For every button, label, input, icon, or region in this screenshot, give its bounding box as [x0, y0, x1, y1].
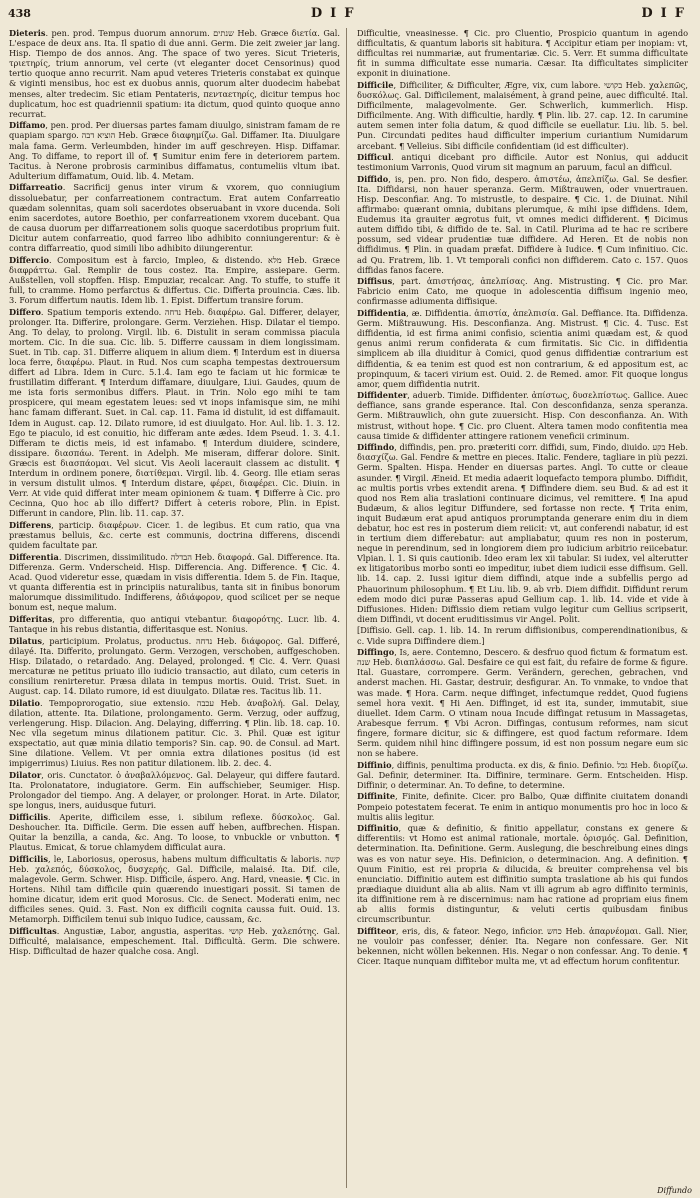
entry-headword: Dieteris	[9, 28, 46, 38]
entry-text: , Finite, definite. Cicer. pro Balbo, Quæ diffinite ciuitatem donandi Pompeio potestatem fecerat. Te enim in antiquo monumentis pro hoc in loco & multis aliis legitur.	[357, 791, 688, 822]
entry-text: , Is, aere. Contemno, Descero. & desfruo quod fictum & formatum est. שנה Heb. διαπλάσσω. Gal. Desfaire ce qui est fait, du refaire de forme & figure. Ital. Guastare, corrompere. Germ. Verändern, gerechen, gebrachen, vnd anderst machen. Hi. Gastar, destruir, desfigurar. An. To vnmake, to vndoe that was made. ¶ Hora. Carm. neque diffinget, infectumque reddet, Quod fugiens semel hora vexit. ¶ Hi Aen. Diffinget, id est ita, sunder, immutabit, siue diuellet. Idem Carm. O vtinam noua Incude diffingat retusum in Massagetas, Arabesque ferrum. ¶ Vbi Acron. Diffingas, contusum reformes, nam sicut fingere, formare dicitur, sic & diffingere, est quod factum reformare. Idem Serm. quidem nihil hinc diffingere possum, id est non possum negare eum sic non se habere.	[357, 647, 688, 759]
column-divider	[346, 28, 347, 1188]
dictionary-entry	[357, 791, 688, 821]
entry-headword: Difficilis	[9, 853, 48, 864]
dictionary-entry	[9, 698, 340, 769]
dictionary-entry	[9, 926, 340, 956]
entry-headword: Diffinitio	[357, 823, 399, 834]
dictionary-entry	[9, 182, 340, 253]
entry-headword: Differo	[9, 306, 41, 317]
dictionary-entry	[357, 823, 688, 924]
dictionary-entry	[9, 28, 340, 119]
entry-text: . Sacrificij genus inter virum & vxorem, quo conniugium dissoluebatur, per confarreationem contractum. Erat autem Confarreatio quædam solennitas, quam soli sacerdotes obseruabant in vxore ducenda. Soli enim sacerdotes, autore Boethio, per confarreationem vxorem ducebant. Qua de causa duorum per diffarreationem solis quoque sacerdotibus proprium fuit. Dicitur autem confarreatio, quod farreo libo adhibito conniungerentur: & è contra diffarreatio, quod simili libo adhibito diiungerentur.	[9, 182, 340, 253]
catchword: Diffundo	[657, 1186, 692, 1195]
running-header	[8, 6, 692, 26]
entry-text: . Spatium temporis extendo. נדחה Heb. διαφέρω. Gal. Differer, delayer, prolonger. Ita. Differire, prolongare. Germ. Verziehen. Hisp. Dilatar el tiempo. Ang. To delay, to prolong. Virgil. lib. 6. Distulit in seram commissa piacula mortem. Cic. In die sua. Cic. lib. 5. Differre caussam in diem longissimam. Suet. in Tib. cap. 31. Differre aliquem in alium diem. ¶ Interdum est in diuersa loca ferre, διαφέρω. Plaut. in Rud. Nos cum scapha tempestas dextrouersum differt ad Libra. Idem in Curc. 5.1.4. Iam ego te faciam ut hic formicæ te frustillatim differant. ¶ Interdum diffamare, diuulgare, Liui. Gaudes, quum de me ista foris sermonibus differs. Plaut. in Trin. Nolo ego mihi te tam prospicere, qui meam egestatem leues: sed vt inops infamisque sim, ne mihi hanc famam differant. Suet. in Cal. cap. 11. Fama id distulit, id est diffamauit. Idem in August. cap. 12. Dilato rumore, id est diuulgato. Hor. Aul. lib. 1. 3. 12. Ego te piaculo, id est conuitio, hic differam ante ædes. Idem Pseud. 1. 3. 4.1. Differam te dictis meis, id est infamabo. ¶ Interdum diuidere, scindere, dissipare. διασπάω. Terent. in Adelph. Me miseram, differar dolore. Sinit. Græcis est διασπάομαι. Vel sicut. Vis Aeoli lacerauit classem ac distulit. ¶ Interdum in ordinem ponere, διατίθεμαι. Virgil. lib. 4. Georg. Ille etiam seras in versum distulit ulmos. ¶ Interdum distare, φέρει, διαφέρει. Cic. Diuin. in Verr. At vide quid differat inter meam opinionem & tuam. ¶ Differre à Cic. pro Cecinna, Quo hoc ab illo differt? Differt à ceteris robore, Plin. in Epist. Differunt in candore, Plin. lib. 11. cap. 37.	[9, 306, 340, 519]
dictionary-entry	[9, 552, 340, 613]
dictionary-entry	[9, 636, 340, 697]
entry-text: , participium. Prolatus, productus. נדחה Heb. διάφορος. Gal. Differé, dilayé. Ita. Differito, prolungato. Germ. Verzogen, verschoben, auffgeschoben. Hisp. Dilatado, o retardado. Ang. Delayed, prolonged. ¶ Cic. 4. Verr. Quasi mercaturæ ne petitus priuato illo iudicio transactio, aut dilato, cum ceteris in consilium renirteretur. Præsa dilata in tempus mortis. Ouid. Trist. Suet. in August. cap. 14. Dilato rumore, id est diuulgato. Dilatæ res. Tacitus lib. 11.	[9, 635, 340, 696]
entry-headword: Diffiteor	[357, 925, 396, 936]
entry-text: . pen. prod. Tempus duorum annorum. שנתים Heb. Græce διετία. Gal. L'espace de deux ans. Ita. Il spatio di due anni. Germ. Die zeit zweier jar lang. Hisp. Tiempo de dos annos. Ang. The space of two yeres. Sicut Trieteris, τριετηρίς, trium annorum, vel certe (vt eleganter docet Censorinus) quod tertio quoque anno recurrit. Nam apud veteres Trieteris constabat ex quinque & viginti mensibus, hoc est ex duobus annis, quorum alter duodecim habebat menses, alter tredecim. Sic etiam Pentateris, πενταετηρίς, dicitur tempus hoc duplicatum, hoc est quadriennii spatium: ita dictum, quod quinto quoque anno recurrat.	[9, 28, 340, 119]
dictionary-entry	[9, 854, 340, 925]
entry-headword: Difficile	[357, 79, 394, 90]
dictionary-entry	[9, 812, 340, 852]
dictionary-entry	[357, 276, 688, 306]
dictionary-entry	[357, 174, 688, 275]
dictionary-entry	[357, 28, 688, 78]
entry-headword: Diffidentia	[357, 308, 407, 319]
dictionary-entry	[357, 442, 688, 624]
dictionary-entry	[357, 760, 688, 790]
entry-headword: Difficultas	[9, 925, 57, 936]
entry-text: , part. ἀπιστήσας, ἀπελπίσας. Ang. Mistrusting. ¶ Cic. pro Mar. Fabricio enim Cato, me quoque in adolescentia diffisum ingenio meo, confirmasse adiumenta diffisique.	[357, 276, 688, 307]
dictionary-entry	[357, 390, 688, 440]
entry-text: . Aperite, difficilem esse, i. sibilum reflexe. δύσκολος. Gal. Deshoucher. Ita. Difficile. Germ. Die essen auff heben, auffbrechen. Hispan. Quitar la benzilla, a canda, &c. Ang. To loose, to vnbuckle or vnbutton. ¶ Plautus. Emicat, & torue chlamydem difficulat aura.	[9, 811, 340, 852]
entry-headword: Differitas	[9, 613, 53, 624]
left-column	[9, 28, 340, 1188]
dictionary-entry	[357, 647, 688, 758]
entry-headword: Diffamo	[9, 120, 46, 131]
entry-text: , pro differentia, quo antiqui vtebantur. διαφορότης. Lucr. lib. 4. Tantaque in his rebus distantia, differitasque est. Nonius.	[9, 613, 340, 634]
entry-headword: Difficilis	[9, 811, 48, 822]
entry-headword: Diffidenter	[357, 390, 408, 401]
dictionary-entry	[9, 770, 340, 810]
dictionary-entry	[357, 308, 688, 389]
entry-text: . Compositum est à farcio, Impleo, & distendo. מלא Heb. Græce διαφράττω. Gal. Remplir de tous costez. Ita. Empire, assiepare. Germ. Außstellen, voll stopffen. Hisp. Empuziar, recalcar. Ang. To stuffe, to stuffe it full, to cramme. Homo perfarctus & differtus. Cic. Differta prouincia. Cæs. lib. 3. Forum differtum nautis. Idem lib. 1. Epist. Differtum transire forum.	[9, 254, 340, 305]
entry-text: [Diffisio. Gell. cap. 1. lib. 14. In rerum diffisionibus, comperendinationibus, & c. Vide supra Diffindere diem.]	[357, 625, 688, 646]
entry-text: . Tempoprorogatio, siue extensio. עכבה Heb. ἀναβολή. Gal. Delay, dilation, attente. Ita. Dilatione, prolongamento. Germ. Verzug, oder auffzug, verlengerung. Hisp. Dilacion. Ang. Delaying, differring. ¶ Plin. lib. 18. cap. 10. Nec vlla segetum minus dilationem patitur. Cic. 3. Phil. Quæ est igitur exspectatio, aut quæ minia dilatio temporis? Sin. cap. 90. de Consul. ad Mart. Sine dilatione. Vellem. Vt per omnia extra dilationes positus (id est impigerrimus) Liuius. Res non patitur dilationem. lib. 2. dec. 4.	[9, 697, 340, 769]
right-column	[357, 28, 688, 1188]
entry-text: , particip. διαφέρων. Cicer. 1. de legibus. Et cum ratio, qua vna præstamus belluis, &c. certe est communis, doctrina differens, discendi quidem facultate par.	[9, 520, 340, 551]
entry-text: , quæ & definitio, & finitio appellatur, constans ex genere & differentiis: vt Homo est animal rationale, mortale. ὁρισμός. Gal. Definition, determination. Ita. Definitione. Germ. Auslegung, die beschreibung eines dings was es von natur seye. His. Definicion, o determinacion. Ang. A definition. ¶ Quum Finitio, est rei propria & dilucida, & breuiter comprehensa vel bis enunciatio. Diffinitio autem est diffinitio sumpta traslatione ab his qui fundos prædiaque diuidunt alia ab aliis. Nam vt illi agrum ab agro diffinito terminis, ita diffinitione rem à re discernimus: nam hac ratione ad propriam eius finem ab aliis formis distinguntur, & veluti certis quibusdam finibus circumscribuntur.	[357, 823, 688, 925]
guide-word-right: DIF	[641, 6, 692, 21]
entry-headword: Dilatus	[9, 635, 42, 646]
entry-headword: Dilatio	[9, 697, 40, 708]
dictionary-entry	[357, 625, 688, 645]
entry-headword: Differentia	[9, 551, 59, 562]
entry-headword: Dilator	[9, 769, 42, 780]
dictionary-entry	[9, 120, 340, 181]
entry-text: , Difficiliter, & Difficulter, Ægre, vix, cum labore. בקושי Heb. χαλεπῶς, δυσκόλως. Gal. Difficilement, malaisément, à grand peine, auec difficulté. Ital. Difficilmente, malagevolmente. Ger. Schwerlich, kummerlich. Hisp. Difficilmente. Ang. With difficultie, hardly. ¶ Plin. lib. 27. cap. 12. In carumine autem semen inter folia datum, & quod difficile se euellatur. Liu. lib. 5. bel. Pun. Circundati pedites haud difficulter imperium curiantium Numidarum arcebant. ¶ Velleius. Sibi difficile confidentiam (id est difficulter).	[357, 79, 688, 151]
dictionary-entry	[9, 255, 340, 305]
entry-text: , pen. prod. Per diuersas partes famam diuulgo, sinistram famam de re quapiam spargo. הוציא דבה Heb. Græce διαφημίζω. Gal. Diffamer. Ita. Diuulgare mala fama. Germ. Verleumbden, hinder im auff geschreyen. Hisp. Diffamar. Ang. To diffame, to report ill of. ¶ Sumitur enim fere in deteriorem partem. Tacitus. à Nerone probrosis carminibus diffamatus, contumeliis vltum ibat. Adulterium diffamatum, Ouid. lib. 4. Metam.	[9, 120, 340, 181]
entry-text: . Discrimen, dissimilitudo. הבדלה Heb. διαφορά. Gal. Difference. Ita. Differenza. Germ. Vnderscheid. Hisp. Differencia. Ang. Difference. ¶ Cic. 4. Acad. Quod videretur esse, quædam in visis differentia. Idem 5. de Fin. Itaque, vt quanta differentia est in principiis naturalibus, tanta sit in finibus bonorum malorumque dissimilitudo. Indifferens, ἀδιάφορον, quod scilicet per se neque bonum est, neque malum.	[9, 551, 340, 613]
entry-text: . antiqui dicebant pro difficile. Autor est Nonius, qui adducit testimonium Varronis, Quod virum sit magnum an paruum, facul an difficul.	[357, 152, 688, 173]
entry-headword: Diffindo	[357, 442, 395, 453]
entry-text: , diffinis, penultima producta. ex dis, & finio. Definio. גבל Heb. διορίζω. Gal. Definir, determiner. Ita. Diffinire, terminare. Germ. Entscheiden. Hisp. Diffinir, o determinar. An. To define, to determine.	[357, 759, 688, 790]
entry-text: , is, pen. pro. Non fido, despero. ἀπιστέω, ἀπελπίζω. Gal. Se desfier. Ita. Diffidarsi, non hauer speranza. Germ. Mißtrauwen, oder vnuertrauen. Hisp. Desconfiar. Ang. To mistrustle, to despaire. ¶ Cic. 1. de Diuinat. Nihil affirmabo: quærant omnia, dubitans plerumque, & mihi ipse diffidens. Idem, Eudemus ita grauiter ægrotus fuit, vt omnes medici diffiderent. ¶ Dicimus autem diffido tibi, & diffido de te. Sal. in Catil. Plurima ad te hac re scribere possum, sed videar prudentiæ tuæ diffidere. Ad Heren. Et de nobis non diffidimus. ¶ Plin. in quadam præfat. Diffidere à Iudice. ¶ Cum infinitiuo. Cic. ad Qu. Fratrem, lib. 1. Vt temporali confici non diffiderem. Cato c. 157. Quos diffidas fanos facere.	[357, 173, 688, 275]
entry-headword: Difficul	[357, 152, 392, 163]
guide-word-left: DIF	[310, 6, 362, 21]
dictionary-entry	[9, 307, 340, 519]
entry-headword: Diffarreatio	[9, 182, 63, 193]
entry-headword: Differcio	[9, 254, 50, 265]
entry-headword: Diffinio	[357, 759, 392, 770]
page-number: 438	[8, 7, 31, 20]
dictionary-entry	[357, 80, 688, 151]
dictionary-entry	[9, 614, 340, 634]
entry-text: , aduerb. Timide. Diffidenter. ἀπίστως, δυσελπίστως. Gallice. Auec deffiance, sans grande esperance. Ital. Con desconfidanza, senza speranza. Germ. Mißtrauwlich, ohn gute zuuersicht. Hisp. Con desconfianza. An. With mistrust, without hope. ¶ Cic. pro Cluent. Altera tamen modo confitentia mea causa timide & diffidenter attingere rationem veneficii criminum.	[357, 390, 688, 441]
entry-text: , eris, dis, & fateor. Nego, inficior. כחש Heb. ἀπαρνέομαι. Gall. Nier, ne vouloir pas confesser, dénier. Ita. Negare non confessare. Ger. Nit bekennen, nicht wöllen bekennen. His. Negar o non confessar. Ang. To denie. ¶ Cicer. Itaque nunquam diffitebor multa me, vt ad effectum horum confitentur.	[357, 925, 688, 966]
entry-headword: Diffido	[357, 173, 389, 184]
dictionary-entry	[357, 926, 688, 966]
entry-headword: Diffingo	[357, 647, 395, 658]
entry-headword: Diffisus	[357, 276, 393, 287]
entry-text: , le, Laboriosus, operosus, habens multum difficultatis & laboris. קשה Heb. χαλεπός, δύσκολος, δυσχερής. Gal. Difficile, malaisé. Ita. Dif. cile, malagevole. Germ. Schwer. Hisp. Difficile, áspero. Ang. Hard, vneasie. ¶ Cic. in Hortens. Nihil tam difficile quin quærendo inuestigari possit. Si tamen de homine dicatur, idem erit quod Morosus. Cic. de Senect. Moderati enim, nec difficiles senes. Quid. 3. Fast. Non ex difficili cognita caussa fuit. Ouid. 13. Metamorph. Difficilem tenui sub iniquo Iudice, caussam, &c.	[9, 853, 340, 925]
entry-headword: Diffinite	[357, 791, 396, 802]
entry-text: , oris. Cunctator. ὁ ἀναβαλλόμενος. Gal. Delayeur, qui differe fautard. Ita. Prolonatatore, indugiatore. Germ. Ein auffschieber, Seumiger. Hisp. Prolongador del tiempo. Ang. A delayer, or prolonger. Horat. in Arte. Dilator, spe longus, iners, auidusque futuri.	[9, 769, 340, 811]
entry-text: . Angustiæ, Labor, angustia, asperitas. קושי Heb. χαλεπότης. Gal. Difficulté, malaisance, empeschement. Ital. Difficultà. Germ. Die schwere. Hisp. Difficultad de hazer qualche cosa. Angl.	[9, 925, 340, 956]
entry-text: Difficultie, vneasinesse. ¶ Cic. pro Cluentio, Prospicio quantum in agendo difficultatis, & quantum laboris sit habitura. ¶ Accipitur etiam per inopiam: vt, difficultas rei nummariæ, aut frumentariæ. Cic. 5. Verr. Et summa difficultate fit in summa difficultate esse numaria. Cæsar. Ita difficultates simpliciter exponit in diuinatione.	[357, 28, 688, 79]
dictionary-entry	[9, 520, 340, 550]
entry-headword: Differens	[9, 520, 52, 530]
entry-text: , æ. Diffidentia. ἀπιστία, ἀπελπισία. Gal. Deffiance. Ita. Diffidenza. Germ. Mißtrauwung. His. Desconfianza. Ang. Mistrust. ¶ Cic. 4. Tusc. Est diffidentia, id est firma animi confisio, scientia animi quædam est, & quod genus animi rerum confiderata & cum firmitatis. Sic Cic. in diffidentia simplicem ab illa diuiditur à Comici, quod genus diffidentiæ contrarium est diffidentia, & ea tenim est quod est non contrarium, & ed appositum est, ac propinquum, & taceri virium est. Ouid. 2. de Remed. amor. Fit quoque longus amor, quem diffidentia nutrit.	[357, 308, 688, 389]
dictionary-entry	[357, 152, 688, 172]
entry-text: , diffindis, pen. pro. præteriti corr. diffidi, sum, Findo, diuido. בקע Heb. διασχίζω. Gal. Fendre & mettre en pieces. Italic. Fendere, tagliare in più pezzi. Germ. Spalten. Hispa. Hender en diuersas partes. Angl. To cutte or cleaue asunder. ¶ Virgil. Æneid. Et media adaerit loquefacto tempora plumbo. Diffidit, ac multis portis vrbes extendit arena. ¶ Diffindere diem. seu Bud. & ad est it quod nos Rem alia traslationi continuare dicimus, vel remittere. ¶ Ina apud Budæum, & alios legitur Diffundere, sed fortasse non recte. ¶ Trita enim, inquit Budæum erat apud antiquos prorumptanda generare enim diu in diem debatur, hoc est res in posterum diem reiicit: vt, aut conferendi nabatur, id est in tertium diem differebatur: aut ampliabatur, quum res non in posterum, neque in perendinum, sed in longiorem diem pro iudicium arbitrio reiicebatur. Vlpian. l. 1. Si quis cautionib. Ideo eram lex xii tabular. Si iudex, vel alterutter ex litigatoribus morbo sonti eo impeditur, iubet diem iudicii esse diffisum. Gell. lib. 14. cap. 2. Iussi igitur diem diffindi, atque inde a subfellis pergo ad Phauorinum philosophum. ¶ Et Liu. lib. 9. ab vrb. Diem diffidit. Diffidunt rerum edem modo dici puræ Passeras apud Gellium cap. 1. lib. 14. vide et vide à Diffusiones. Hiden: Diffissio diem retiam vulgo legitur cum Gellius scripserit, diem Diffindi, vt docent eruditissimus vir Angel. Polit.	[357, 442, 688, 624]
